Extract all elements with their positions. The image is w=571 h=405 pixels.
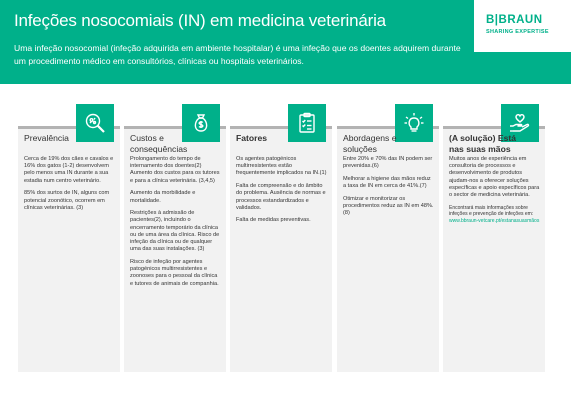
page-title: Infeções nosocomiais (IN) em medicina veterinária	[14, 11, 386, 30]
paragraph: Muitos anos de experiência em consultoria de processos e desenvolvimento de produtos ajudam-nos a oferecer soluções específicas e apoio específicos para o sector de medicina veterinária.	[449, 156, 540, 199]
column-heading: Fatores	[236, 133, 268, 143]
paragraph: Aumento da morbilidade e mortalidade.	[130, 190, 196, 204]
column-body	[449, 156, 541, 229]
paragraph: 85% dos surtos de IN, alguns com potencial zoonótico, ocorrem em clínicas veterinárias. (3)	[24, 190, 110, 211]
paragraph: Melhorar a higiene das mãos reduz a taxa de IN em cerca de 41%.(7)	[343, 175, 431, 190]
column-body	[130, 156, 222, 293]
column-body	[343, 156, 435, 223]
paragraph: Os agentes patogénicos multirresistentes estão frequentemente implicados na IN.(1)	[236, 156, 327, 177]
paragraph: Otimizar e monitorizar os procedimentos reduz as IN em 48%.(8)	[343, 195, 434, 217]
paragraph: Encontrará mais informações sobre infeções e prevenção de infeções em:	[449, 204, 534, 218]
column-heading: Prevalência	[24, 133, 69, 143]
paragraph: Risco de infeção por agentes patogénicos multirresistentes e zoonoses para o pessoal da clínica e tutores de animais de companhia.	[130, 258, 219, 287]
info-link[interactable]: www.bbraun-vetcare.pt/estanasuasmãos	[449, 217, 540, 224]
column-solution	[443, 126, 545, 372]
paragraph: Falta de compreensão e do âmbito do problema. Ausência de normas e processos estandardizados e validados.	[236, 183, 326, 211]
paragraph: Restrições à admissão de pacientes(2), incluindo o encerramento temporário da clínica ou de uma área da clínica. Risco de infeção da clínica ou de qualquer uma das suas instalações. (3)	[130, 210, 220, 253]
column-approaches	[337, 126, 439, 372]
page-subtitle: Uma infeção nosocomial (infeção adquirida em ambiente hospitalar) é uma infeção que os doentes adquirem durante um procedimento médico em consultórios, clínicas ou hospitais veterinários.	[14, 43, 461, 66]
column-heading: Custos e consequências	[130, 133, 188, 154]
column-body	[236, 156, 328, 230]
paragraph: Falta de medidas preventivas.	[236, 217, 311, 224]
column-factors	[230, 126, 332, 372]
column-heading: Abordagens e soluções	[343, 133, 397, 154]
brand-logo-box	[474, 0, 571, 52]
paragraph: Prolongamento do tempo de internamento dos doentes(2) Aumento dos custos para os tutores e para a clínica veterinária. (3,4,5)	[130, 156, 220, 184]
paragraph: Cerca de 19% dos cães e cavalos e 16% dos gatos (1-2) desenvolvem pelo menos uma IN durante a sua estadia num centro veterinário.	[24, 156, 114, 184]
brand-tagline: SHARING EXPERTISE	[486, 29, 549, 35]
column-body	[24, 156, 116, 217]
page-footer	[0, 387, 571, 405]
paragraph: Entre 20% e 70% das IN podem ser prevenidas.(6)	[343, 156, 433, 170]
brand-logo: B|BRAUN	[486, 14, 543, 26]
column-costs	[124, 126, 226, 372]
column-prevalence	[18, 126, 120, 372]
header-banner	[0, 0, 571, 84]
column-heading: (A solução) Está nas suas mãos	[449, 133, 517, 154]
